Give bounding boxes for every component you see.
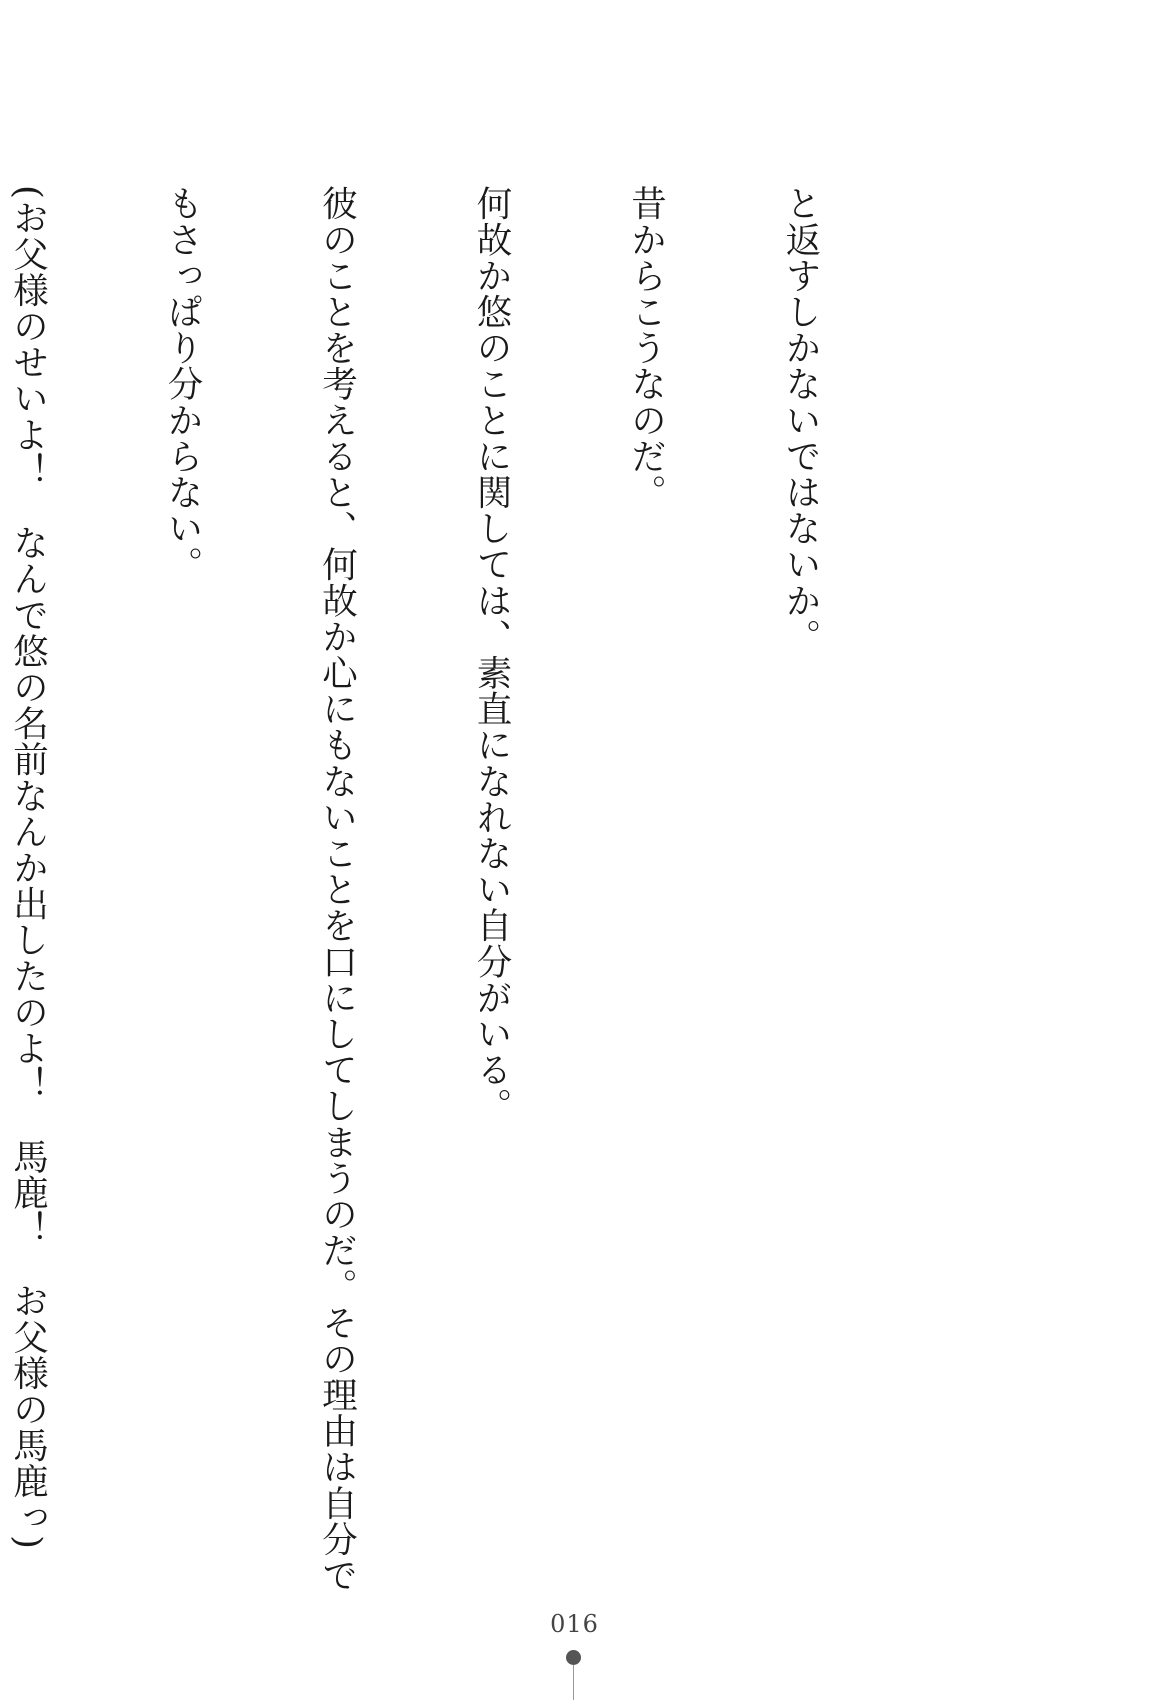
footer-ornament [566, 1650, 582, 1700]
text-line: と返すしかないではないか。 [780, 185, 821, 655]
text-line: 彼のことを考えると、何故か心にもないことを口にしてしまうのだ。その理由は自分で [316, 185, 358, 1593]
text-line: 昔からこうなのだ。 [625, 185, 667, 510]
text-line: (お父様のせいよ！ なんで悠の名前なんか出したのよ！ 馬鹿！ お父様の馬鹿っ) [7, 185, 49, 1550]
vertical-text-block [7, 185, 929, 1593]
footer-line [573, 1665, 574, 1700]
page-number: 016 [550, 1610, 599, 1638]
text-line: 何故か悠のことに関しては、素直になれない自分がいる。 [471, 185, 512, 1124]
text-line: もさっぱり分からない。 [162, 185, 203, 583]
footer-dot-icon [566, 1650, 581, 1665]
